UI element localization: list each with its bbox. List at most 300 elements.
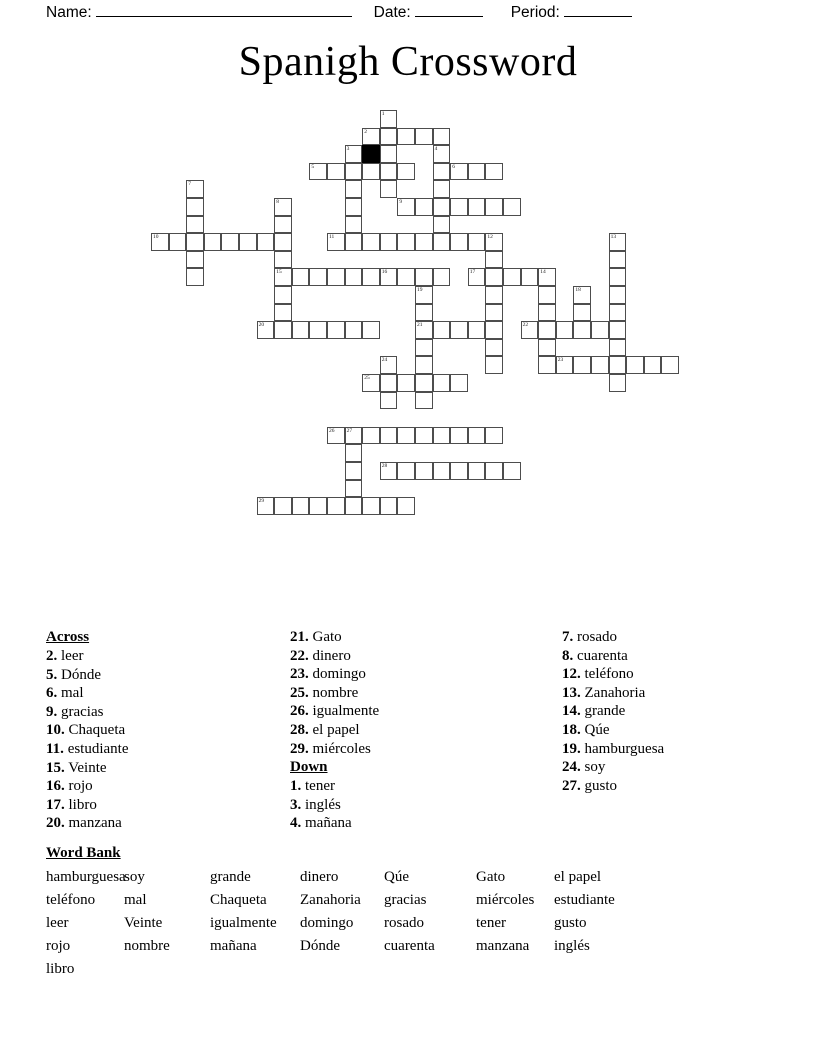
grid-cell[interactable]: [292, 268, 310, 286]
grid-cell-number: 20: [258, 322, 265, 329]
word-bank-heading: Word Bank: [46, 845, 121, 861]
grid-cell-number: 21: [417, 322, 423, 329]
grid-cell[interactable]: [415, 462, 433, 480]
grid-cell[interactable]: [380, 268, 398, 286]
grid-cell[interactable]: [380, 462, 398, 480]
clue-text: leer: [57, 648, 84, 664]
grid-cell[interactable]: [591, 356, 609, 374]
clue-text: Gato: [308, 629, 342, 645]
grid-cell[interactable]: [415, 268, 433, 286]
grid-cell[interactable]: [485, 462, 503, 480]
grid-cell[interactable]: [397, 128, 415, 146]
grid-cell[interactable]: [433, 374, 451, 392]
grid-cell[interactable]: [433, 128, 451, 146]
clue-text: nombre: [308, 684, 359, 701]
clue-item: [46, 759, 290, 778]
word-bank-word: rosado: [384, 915, 424, 931]
grid-cell-number: 2: [364, 128, 367, 135]
clue-text: gracias: [57, 703, 104, 720]
word-bank-word: tener: [476, 915, 506, 931]
grid-cell-number: 15: [276, 269, 282, 276]
grid-cell[interactable]: [397, 268, 415, 286]
grid-cell[interactable]: [327, 163, 345, 181]
grid-cell-number: 29: [258, 498, 265, 505]
grid-cell[interactable]: [380, 356, 398, 374]
clue-item: [520, 721, 760, 740]
clue-item: [520, 702, 760, 721]
grid-cell[interactable]: [468, 163, 486, 181]
word-bank-word: Zanahoria: [300, 892, 361, 908]
word-bank-word: grande: [210, 869, 251, 885]
grid-cell[interactable]: [609, 339, 627, 357]
grid-cell[interactable]: [538, 339, 556, 357]
grid-cell[interactable]: [345, 268, 363, 286]
grid-cell[interactable]: [380, 163, 398, 181]
date-label: Date:: [373, 4, 411, 21]
clue-item: [46, 796, 290, 815]
grid-cell[interactable]: [503, 198, 521, 216]
word-bank-word: mañana: [210, 938, 257, 954]
word-bank-word: Qúe: [384, 869, 409, 885]
grid-cell[interactable]: [661, 356, 679, 374]
grid-cell-number: 27: [346, 427, 353, 434]
word-bank-word: dinero: [300, 869, 339, 885]
clue-number: 13.: [562, 684, 581, 701]
grid-cell[interactable]: [345, 163, 363, 181]
clue-number: 15.: [46, 759, 65, 776]
grid-cell[interactable]: [239, 233, 257, 251]
grid-cell[interactable]: [609, 251, 627, 269]
grid-cell[interactable]: [151, 233, 169, 251]
clue-text: el papel: [308, 721, 360, 738]
grid-cell[interactable]: [415, 304, 433, 322]
grid-cell[interactable]: [415, 356, 433, 374]
clue-number: 2.: [46, 648, 58, 664]
grid-cell[interactable]: [538, 356, 556, 374]
grid-cell[interactable]: [345, 497, 363, 515]
word-bank-word: hamburguesa: [46, 869, 126, 885]
grid-cell[interactable]: [415, 339, 433, 357]
grid-cell[interactable]: [433, 163, 451, 181]
clue-text: Chaqueta: [64, 722, 126, 739]
clue-text: igualmente: [308, 703, 380, 720]
grid-cell[interactable]: [362, 374, 380, 392]
grid-cell-number: 16: [381, 269, 388, 276]
grid-cell[interactable]: [573, 356, 591, 374]
grid-cell-number: 26: [329, 427, 335, 434]
grid-cell[interactable]: [380, 128, 398, 146]
grid-cell[interactable]: [521, 321, 539, 339]
grid-cell[interactable]: [450, 321, 468, 339]
clue-number: 8.: [562, 647, 574, 664]
word-bank-word: Dónde: [300, 938, 340, 954]
grid-cell[interactable]: [485, 304, 503, 322]
grid-cell[interactable]: [485, 163, 503, 181]
grid-cell[interactable]: [468, 233, 486, 251]
clue-text: teléfono: [580, 666, 634, 683]
grid-cell[interactable]: [345, 321, 363, 339]
clue-item: [46, 684, 290, 703]
grid-cell[interactable]: [538, 321, 556, 339]
grid-cell[interactable]: [609, 356, 627, 374]
clue-item: [520, 647, 760, 666]
clue-number: 14.: [562, 703, 581, 720]
grid-cell[interactable]: [362, 233, 380, 251]
word-bank-word: estudiante: [554, 892, 615, 908]
clue-text: soy: [580, 759, 606, 776]
clue-text: domingo: [308, 666, 366, 683]
grid-cell[interactable]: [485, 339, 503, 357]
grid-cell[interactable]: [433, 145, 451, 163]
grid-cell[interactable]: [309, 268, 327, 286]
clue-text: rosado: [573, 629, 617, 645]
grid-cell[interactable]: [345, 480, 363, 498]
clue-item: [520, 740, 760, 759]
grid-cell[interactable]: [274, 304, 292, 322]
grid-cell[interactable]: [485, 427, 503, 445]
grid-cell[interactable]: [573, 286, 591, 304]
clue-number: 27.: [562, 777, 581, 794]
grid-cell[interactable]: [274, 216, 292, 234]
grid-cell[interactable]: [450, 233, 468, 251]
grid-cell[interactable]: [503, 462, 521, 480]
grid-cell[interactable]: [538, 286, 556, 304]
grid-cell[interactable]: [433, 198, 451, 216]
grid-cell[interactable]: [433, 321, 451, 339]
word-bank-word: el papel: [554, 869, 602, 885]
grid-cell[interactable]: [380, 497, 398, 515]
grid-cell-number: 1: [381, 111, 385, 117]
grid-cell-number: 13: [610, 234, 617, 241]
grid-cell-number: 14: [540, 269, 546, 276]
grid-cell[interactable]: [345, 198, 363, 216]
clue-number: 18.: [562, 721, 581, 738]
clue-number: 20.: [46, 815, 65, 832]
grid-cell[interactable]: [257, 321, 275, 339]
grid-cell[interactable]: [415, 374, 433, 392]
clue-text: Zanahoria: [580, 684, 646, 701]
grid-cell[interactable]: [468, 427, 486, 445]
grid-cell[interactable]: [380, 392, 398, 410]
grid-cell[interactable]: [433, 180, 451, 198]
grid-cell-number: 11: [329, 234, 335, 241]
grid-cell[interactable]: [221, 233, 239, 251]
grid-cell[interactable]: [433, 268, 451, 286]
grid-cell[interactable]: [626, 356, 644, 374]
clue-item: [290, 740, 520, 759]
word-bank-section: [46, 845, 786, 977]
grid-cell[interactable]: [380, 374, 398, 392]
grid-cell[interactable]: [415, 128, 433, 146]
grid-cell[interactable]: [521, 268, 539, 286]
clue-number: 7.: [562, 629, 574, 645]
grid-cell-number: 25: [364, 375, 370, 381]
grid-cell[interactable]: [644, 356, 662, 374]
word-bank-word: teléfono: [46, 892, 96, 908]
word-bank-word: nombre: [124, 938, 170, 954]
grid-cell[interactable]: [415, 198, 433, 216]
grid-cell[interactable]: [397, 497, 415, 515]
clue-number: 4.: [290, 815, 302, 832]
grid-cell[interactable]: [309, 497, 327, 515]
grid-cell[interactable]: [362, 497, 380, 515]
word-bank-word: gracias: [384, 892, 427, 908]
clue-item: [46, 647, 290, 666]
grid-cell[interactable]: [468, 462, 486, 480]
grid-cell[interactable]: [415, 233, 433, 251]
grid-cell-number: 19: [417, 287, 423, 293]
grid-cell-number: 17: [469, 269, 476, 276]
grid-cell[interactable]: [415, 286, 433, 304]
grid-cell[interactable]: [345, 216, 363, 234]
grid-cell[interactable]: [397, 427, 415, 445]
grid-cell[interactable]: [274, 497, 292, 515]
grid-cell[interactable]: [345, 462, 363, 480]
grid-cell[interactable]: [573, 321, 591, 339]
clues-column-1: [46, 628, 290, 833]
grid-cell[interactable]: [485, 286, 503, 304]
grid-cell[interactable]: [433, 216, 451, 234]
clue-item: [290, 796, 520, 815]
grid-cell[interactable]: [609, 286, 627, 304]
grid-cell[interactable]: [274, 198, 292, 216]
grid-cell[interactable]: [186, 268, 204, 286]
clue-number: 23.: [290, 666, 309, 683]
grid-cell[interactable]: [450, 427, 468, 445]
grid-cell[interactable]: [362, 321, 380, 339]
grid-cell[interactable]: [485, 198, 503, 216]
grid-cell[interactable]: [204, 233, 222, 251]
grid-cell[interactable]: [556, 356, 574, 374]
clue-text: mal: [57, 685, 84, 702]
grid-cell[interactable]: [380, 233, 398, 251]
grid-cell[interactable]: [345, 145, 363, 163]
grid-cell[interactable]: [362, 163, 380, 181]
clue-item: [290, 777, 520, 796]
clue-item: [290, 665, 520, 684]
grid-cell[interactable]: [450, 374, 468, 392]
grid-cell[interactable]: [274, 321, 292, 339]
grid-cell-number: 10: [153, 234, 159, 241]
grid-cell[interactable]: [274, 233, 292, 251]
clue-number: 24.: [562, 759, 581, 776]
word-bank-word: miércoles: [476, 892, 535, 908]
clue-number: 26.: [290, 703, 309, 720]
clue-text: mañana: [301, 815, 352, 832]
grid-cell[interactable]: [345, 427, 363, 445]
page-title: Spanigh Crossword: [238, 39, 578, 85]
grid-cell-number: 28: [381, 463, 388, 469]
grid-cell[interactable]: [415, 392, 433, 410]
clue-item: [46, 814, 290, 833]
grid-cell[interactable]: [274, 251, 292, 269]
grid-cell[interactable]: [503, 268, 521, 286]
grid-cell[interactable]: [345, 180, 363, 198]
clue-number: 28.: [290, 721, 309, 738]
clue-number: 19.: [562, 740, 581, 757]
grid-cell[interactable]: [397, 233, 415, 251]
clue-item: [46, 721, 290, 740]
grid-cell[interactable]: [556, 321, 574, 339]
grid-cell[interactable]: [609, 304, 627, 322]
clue-number: 25.: [290, 684, 309, 701]
word-bank-word: cuarenta: [384, 938, 435, 954]
word-bank-word: leer: [46, 915, 69, 931]
grid-cell[interactable]: [380, 145, 398, 163]
grid-cell[interactable]: [257, 233, 275, 251]
grid-cell[interactable]: [327, 233, 345, 251]
grid-cell[interactable]: [327, 321, 345, 339]
grid-cell-number: 24: [381, 357, 388, 364]
grid-cell[interactable]: [292, 497, 310, 515]
grid-cell[interactable]: [609, 374, 627, 392]
grid-cell[interactable]: [609, 321, 627, 339]
grid-cell-number: 22: [522, 322, 529, 329]
word-bank-word: rojo: [46, 938, 71, 954]
grid-cell[interactable]: [485, 321, 503, 339]
grid-cell-number: 8: [276, 199, 279, 205]
grid-cell[interactable]: [274, 286, 292, 304]
clue-number: 5.: [46, 666, 58, 683]
clue-number: 10.: [46, 722, 65, 739]
grid-cell[interactable]: [274, 268, 292, 286]
grid-cell-number: 5: [311, 163, 315, 170]
grid-cell[interactable]: [450, 462, 468, 480]
grid-cell[interactable]: [397, 462, 415, 480]
clue-text: miércoles: [308, 740, 371, 757]
clues-column-2: [290, 628, 520, 833]
clue-number: 21.: [290, 629, 309, 645]
grid-cell[interactable]: [380, 427, 398, 445]
word-bank-word: soy: [124, 869, 145, 885]
grid-cell[interactable]: [362, 268, 380, 286]
grid-cell[interactable]: [397, 198, 415, 216]
grid-cell[interactable]: [186, 180, 204, 198]
clue-item: [46, 740, 290, 759]
clue-text: grande: [580, 703, 626, 720]
clue-item: [520, 684, 760, 703]
grid-cell[interactable]: [169, 233, 187, 251]
grid-cell[interactable]: [380, 110, 398, 128]
word-bank-word: manzana: [476, 938, 530, 954]
clue-text: gusto: [580, 777, 618, 794]
clue-item: [520, 665, 760, 684]
grid-cell[interactable]: [468, 268, 486, 286]
word-bank-word: libro: [46, 961, 75, 977]
clue-number: 9.: [46, 703, 58, 720]
grid-cell[interactable]: [609, 268, 627, 286]
grid-cell[interactable]: [327, 427, 345, 445]
clue-text: estudiante: [63, 740, 129, 757]
clue-text: hamburguesa: [580, 740, 665, 757]
word-bank-word: Gato: [476, 869, 506, 885]
period-label: Period:: [510, 4, 560, 21]
clue-item: [520, 758, 760, 777]
grid-cell[interactable]: [609, 233, 627, 251]
grid-cell[interactable]: [327, 497, 345, 515]
grid-cell-number: 3: [346, 146, 350, 153]
clue-text: dinero: [308, 647, 351, 664]
clue-item: [290, 814, 520, 833]
down-clue-list-part1: [290, 777, 520, 833]
grid-cell[interactable]: [485, 268, 503, 286]
down-clue-list-part2: [520, 628, 760, 795]
grid-cell[interactable]: [538, 268, 556, 286]
clue-text: cuarenta: [573, 647, 628, 664]
clue-text: libro: [64, 796, 97, 813]
clue-number: 3.: [290, 796, 302, 813]
clue-item: [290, 702, 520, 721]
grid-cell-number: 18: [575, 287, 581, 293]
grid-cell[interactable]: [433, 233, 451, 251]
down-heading: Down: [290, 759, 328, 776]
grid-cell-blocked: [362, 145, 380, 163]
grid-cell[interactable]: [186, 216, 204, 234]
grid-cell[interactable]: [397, 163, 415, 181]
grid-cell[interactable]: [362, 427, 380, 445]
clue-number: 11.: [46, 740, 64, 757]
grid-cell[interactable]: [591, 321, 609, 339]
grid-cell[interactable]: [450, 163, 468, 181]
clue-text: Qúe: [580, 721, 610, 738]
grid-cell[interactable]: [345, 444, 363, 462]
across-heading: Across: [46, 629, 90, 645]
grid-cell[interactable]: [450, 198, 468, 216]
clue-text: Dónde: [57, 666, 101, 683]
grid-cell[interactable]: [433, 462, 451, 480]
clue-text: Veinte: [64, 759, 107, 776]
grid-cell[interactable]: [309, 321, 327, 339]
grid-cell[interactable]: [309, 163, 327, 181]
grid-cell[interactable]: [380, 180, 398, 198]
grid-cell[interactable]: [573, 304, 591, 322]
grid-cell-number: 7: [188, 181, 191, 188]
grid-cell[interactable]: [485, 251, 503, 269]
clue-item: [520, 777, 760, 796]
grid-cell[interactable]: [485, 356, 503, 374]
clue-number: 12.: [562, 666, 581, 683]
grid-cell[interactable]: [292, 321, 310, 339]
grid-cell-number: 6: [452, 163, 455, 170]
clue-item: [290, 647, 520, 666]
grid-cell[interactable]: [186, 233, 204, 251]
word-bank-word: Veinte: [124, 915, 163, 931]
grid-cell[interactable]: [186, 198, 204, 216]
grid-cell[interactable]: [397, 374, 415, 392]
grid-cell[interactable]: [485, 233, 503, 251]
clue-item: [46, 703, 290, 722]
grid-cell-number: 9: [399, 199, 403, 205]
clues-section: [46, 628, 770, 833]
clue-item: [290, 721, 520, 740]
grid-cell[interactable]: [415, 321, 433, 339]
grid-cell[interactable]: [415, 427, 433, 445]
word-bank-grid: [46, 869, 786, 977]
grid-cell[interactable]: [327, 268, 345, 286]
across-clue-list-part2: [290, 628, 520, 758]
grid-cell[interactable]: [345, 233, 363, 251]
word-bank-word: Chaqueta: [210, 892, 267, 908]
clue-number: 1.: [290, 778, 302, 795]
grid-cell[interactable]: [433, 427, 451, 445]
grid-cell[interactable]: [362, 128, 380, 146]
grid-cell[interactable]: [468, 198, 486, 216]
grid-cell[interactable]: [186, 251, 204, 269]
clue-item: [46, 666, 290, 685]
grid-cell[interactable]: [468, 321, 486, 339]
grid-cell[interactable]: [538, 304, 556, 322]
grid-cell[interactable]: [257, 497, 275, 515]
